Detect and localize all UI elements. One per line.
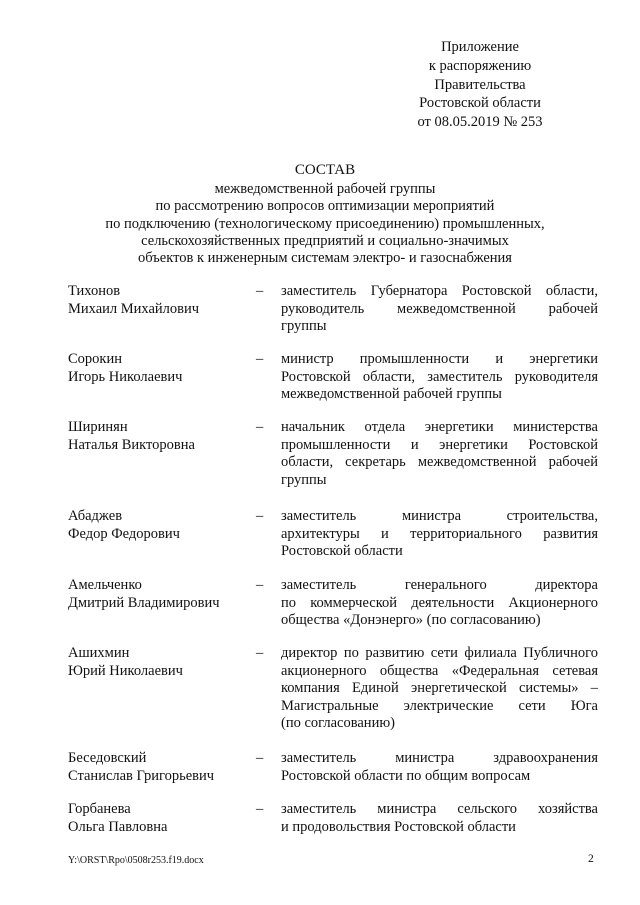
position-line: по коммерческой деятельности Акционерного (281, 594, 598, 611)
position-line: Магистральные электрические сети Юга (281, 697, 598, 714)
title-line: объектов к инженерным системам электро- и газоснабжения (138, 250, 512, 267)
member-name (68, 801, 243, 836)
position-line: архитектуры и территориального развития (281, 525, 598, 542)
annex-line: Приложение (441, 39, 519, 55)
position-line: заместитель министра сельского хозяйства (281, 801, 598, 817)
member-given-names: Дмитрий Владимирович (68, 594, 220, 611)
title-line: по подключению (технологическому присоединению) промышленных, (105, 215, 545, 232)
member-surname: Абаджев (68, 508, 123, 524)
dash-separator: – (256, 645, 264, 661)
member-surname: Тихонов (68, 283, 121, 299)
member-name (68, 283, 243, 318)
annex-line: от 08.05.2019 № 253 (417, 114, 543, 131)
position-line: компания Единой энергетической системы» – (281, 680, 598, 697)
position-line: Ростовской области (281, 543, 403, 560)
member-name (68, 419, 243, 454)
document-title (60, 162, 590, 267)
position-line: промышленности и энергетики Ростовской (281, 436, 598, 453)
member-surname: Сорокин (68, 351, 122, 367)
annex-line: Правительства (434, 76, 526, 93)
member-position (281, 508, 598, 561)
position-line: группы (281, 471, 327, 488)
member-name (68, 750, 243, 785)
member-name (68, 508, 243, 543)
annex-line: Ростовской области (419, 95, 541, 112)
dash-separator: – (256, 750, 264, 766)
member-position (281, 577, 598, 630)
member-position (281, 750, 598, 785)
member-position (281, 801, 598, 836)
position-line: и продовольствия Ростовской области (281, 818, 516, 835)
title-line: по рассмотрению вопросов оптимизации мероприятий (155, 198, 495, 215)
member-given-names: Федор Федорович (68, 525, 180, 542)
dash-separator: – (256, 419, 264, 435)
footer-file-path: Y:\ORST\Rpo\0508r253.f19.docx (68, 855, 204, 866)
position-line: начальник отдела энергетики министерства (281, 419, 598, 435)
member-position (281, 645, 598, 733)
position-line: директор по развитию сети филиала Публичного (281, 645, 598, 661)
position-line: акционерного общества «Федеральная сетевая (281, 662, 598, 679)
member-surname: Беседовский (68, 750, 147, 766)
page-number: 2 (588, 853, 594, 865)
member-name (68, 645, 243, 680)
position-line: области, секретарь межведомственной рабочей (281, 454, 598, 471)
member-name (68, 577, 243, 612)
title-line: межведомственной рабочей группы (214, 181, 436, 198)
member-given-names: Михаил Михайлович (68, 300, 200, 317)
member-given-names: Наталья Викторовна (68, 436, 195, 453)
dash-separator: – (256, 577, 264, 593)
member-position (281, 419, 598, 489)
member-given-names: Игорь Николаевич (68, 368, 183, 385)
position-line: заместитель генерального директора (281, 577, 598, 593)
position-line: заместитель министра здравоохранения (281, 750, 598, 766)
member-position (281, 351, 598, 404)
annex-line: к распоряжению (428, 57, 532, 74)
title-head: СОСТАВ (294, 162, 356, 178)
dash-separator: – (256, 801, 264, 817)
title-line: сельскохозяйственных предприятий и социально-значимых (141, 232, 509, 249)
position-line: группы (281, 318, 327, 335)
position-line: заместитель министра строительства, (281, 508, 598, 524)
member-given-names: Ольга Павловна (68, 818, 168, 835)
position-line: министр промышленности и энергетики (281, 351, 598, 367)
position-line: Ростовской области по общим вопросам (281, 767, 531, 784)
position-line: (по согласованию) (281, 715, 395, 732)
member-surname: Ширинян (68, 419, 128, 435)
dash-separator: – (256, 508, 264, 524)
member-given-names: Станислав Григорьевич (68, 767, 215, 784)
member-name (68, 351, 243, 386)
position-line: межведомственной рабочей группы (281, 386, 502, 403)
dash-separator: – (256, 351, 264, 367)
position-line: общества «Донэнерго» (по согласованию) (281, 612, 541, 629)
annex-header (380, 38, 580, 132)
position-line: Ростовской области, заместитель руководителя (281, 368, 598, 385)
member-surname: Ашихмин (68, 645, 130, 661)
position-line: руководитель межведомственной рабочей (281, 300, 598, 317)
member-given-names: Юрий Николаевич (68, 662, 183, 679)
member-position (281, 283, 598, 336)
dash-separator: – (256, 283, 264, 299)
position-line: заместитель Губернатора Ростовской области, (281, 283, 598, 299)
member-surname: Горбанева (68, 801, 131, 817)
member-surname: Амельченко (68, 577, 142, 593)
